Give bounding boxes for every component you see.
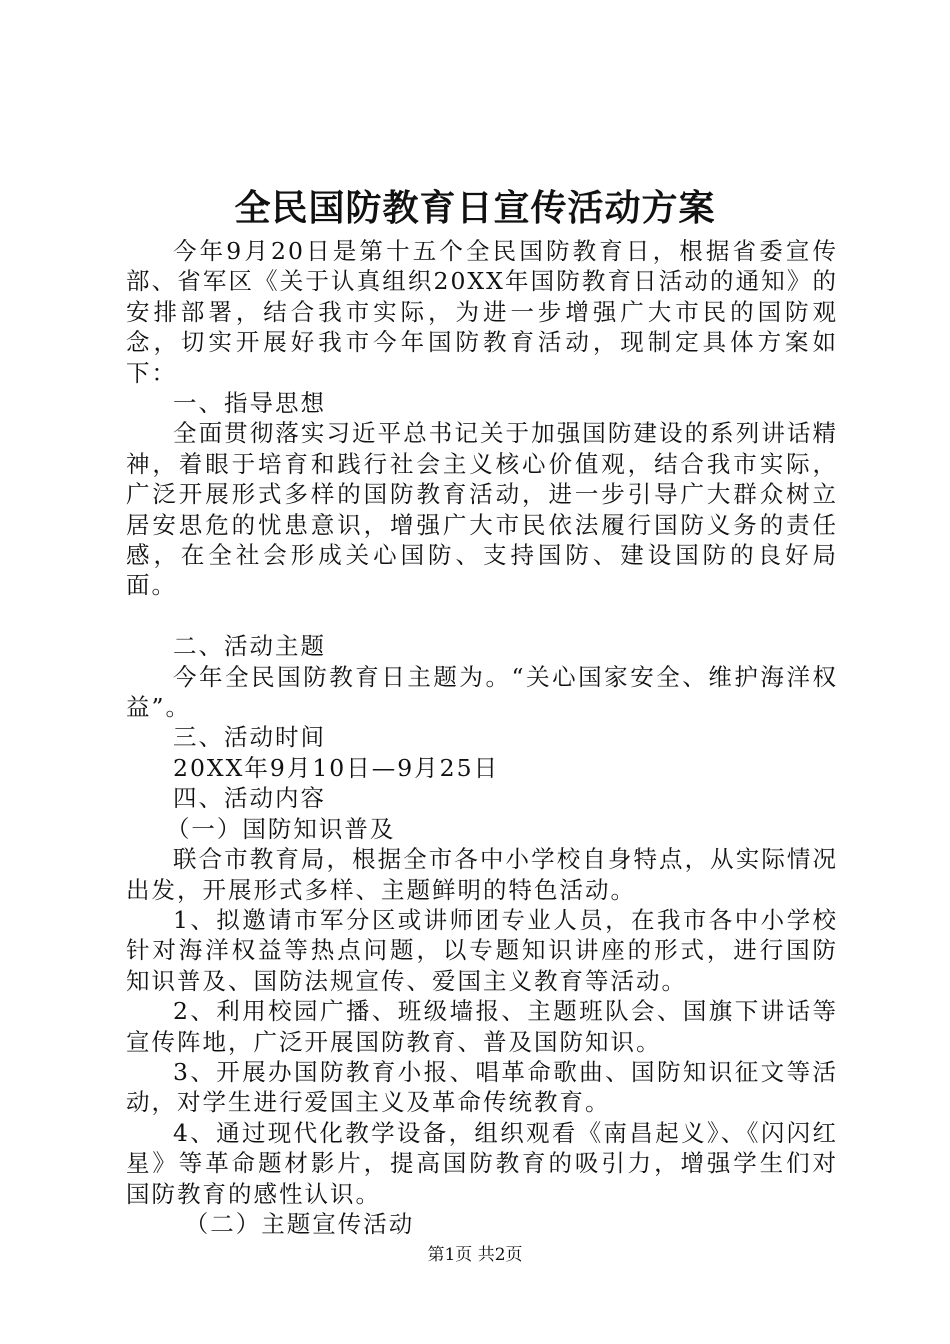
subsection-heading-knowledge: （一）国防知识普及	[165, 814, 396, 843]
section-heading-guiding-ideology: 一、指导思想	[173, 389, 326, 418]
list-item-3: 3、开展办国防教育小报、唱革命歌曲、国防知识征文等活动，对学生进行爱国主义及革命传统教育。	[126, 1057, 838, 1117]
section-heading-content: 四、活动内容	[173, 784, 326, 813]
knowledge-paragraph: 联合市教育局，根据全市各中小学校自身特点，从实际情况出发，开展形式多样、主题鲜明的特色活动。	[126, 845, 838, 904]
page-number-footer: 第1页 共2页	[427, 1245, 523, 1265]
section-heading-theme: 二、活动主题	[173, 632, 326, 661]
document-body	[126, 236, 838, 1239]
list-item-1: 1、拟邀请市军分区或讲师团专业人员，在我市各中小学校针对海洋权益等热点问题，以专题知识讲座的形式，进行国防知识普及、国防法规宣传、爱国主义教育等活动。	[126, 905, 838, 995]
list-item-2: 2、利用校园广播、班级墙报、主题班队会、国旗下讲话等宣传阵地，广泛开展国防教育、普及国防知识。	[126, 997, 838, 1056]
intro-paragraph: 今年9月20日是第十五个全民国防教育日，根据省委宣传部、省军区《关于认真组织20XX年国防教育日活动的通知》的安排部署，结合我市实际，为进一步增强广大市民的国防观念，切实开展好我市今年国防教育活动，现制定具体方案如下：	[126, 237, 838, 387]
guiding-ideology-paragraph: 全面贯彻落实习近平总书记关于加强国防建设的系列讲话精神，着眼于培育和践行社会主义核心价值观，结合我市实际，广泛开展形式多样的国防教育活动，进一步引导广大群众树立居安思危的忧患意识，增强广大市民依法履行国防义务的责任感，在全社会形成关心国防、支持国防、建设国防的良好局面。	[126, 419, 838, 600]
document-title: 全民国防教育日宣传活动方案	[234, 187, 716, 229]
subsection-heading-publicity: （二）主题宣传活动	[184, 1209, 415, 1238]
blank-line	[126, 601, 838, 631]
list-item-4: 4、通过现代化教学设备，组织观看《南昌起义》、《闪闪红星》等革命题材影片，提高国防教育的吸引力，增强学生们对国防教育的感性认识。	[126, 1118, 838, 1208]
theme-paragraph: 今年全民国防教育日主题为。“关心国家安全、维护海洋权益”。	[126, 662, 838, 722]
time-paragraph: 20XX年9月10日—9月25日	[173, 753, 500, 782]
section-heading-time: 三、活动时间	[173, 723, 326, 752]
